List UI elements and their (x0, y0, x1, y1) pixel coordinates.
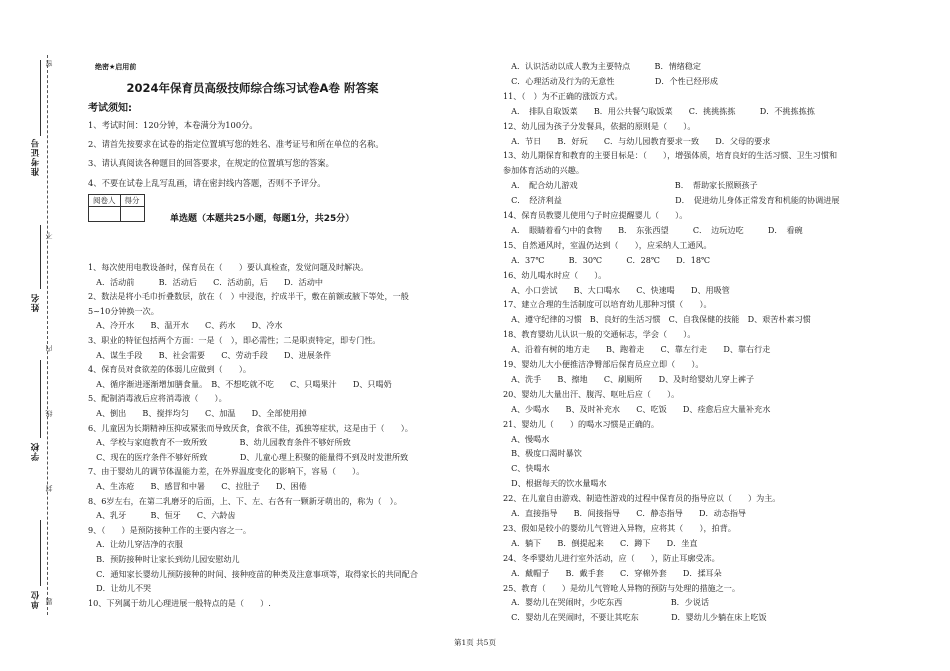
question-line: 24、冬季婴幼儿进行室外活动，应（ ），防止耳廓受冻。 (503, 552, 720, 563)
question-line: A、冷开水 B、温开水 C、药水 D、冷水 (88, 320, 283, 331)
question-line: A、循序渐进逐渐增加膳食量。 B、不想吃就不吃 C、只喝果汁 D、只喝奶 (88, 378, 392, 389)
question-line: 13、幼儿期保育和教育的主要目标是：（ ），增强体质，培育良好的生活习惯、卫生习惯和 (503, 150, 838, 161)
notice-item: 3、请认真阅读各种题目的回答要求，在规定的位置填写您的答案。 (88, 158, 334, 168)
notice-item: 2、请首先按要求在试卷的指定位置填写您的姓名、准考证号和所在单位的名称。 (88, 139, 384, 149)
question-line: A．认识活动以成人教为主要特点 B．情绪稳定 (503, 61, 701, 71)
seal-line (47, 55, 48, 615)
question-line: D、根据每天的饮水量喝水 (503, 478, 607, 489)
question-line: A． 眼睛着看勺中的食物 B． 东张西望 C． 边玩边吃 D． 看碗 (503, 224, 803, 235)
question-line: C．婴幼儿在哭闹时，不要让其吃东 D．婴幼儿少躺在床上吃饭 (503, 612, 767, 623)
question-line: A、少喝水 B、及时补充水 C、吃饭 D、痊愈后应大量补充水 (503, 403, 771, 414)
reviewer-label: 阅卷人 (89, 195, 121, 207)
question-line: 6、儿童因为长期精神压抑或紧张而导致厌食，食欲不佳，孤独等症状，这是由于（ ）。 (88, 422, 413, 433)
question-line: 20、婴幼儿大量出汗、腹泻、呕吐后应（ ）。 (503, 388, 680, 399)
margin-label-exam-number: 准考证号 (31, 138, 41, 176)
question-line: 5、配制消毒液后应将消毒液（ ）。 (88, 393, 227, 404)
question-line: A、乳牙 B、恒牙 C、六龄齿 (88, 510, 236, 521)
question-line: A、小口尝试 B、大口喝水 C、快速喝 D、用吸管 (503, 284, 730, 295)
seal-hint: 线 (45, 410, 53, 417)
seal-hint: 封 (45, 485, 53, 492)
question-line: A．让幼儿穿洁净的衣服 (88, 539, 183, 550)
seal-hint: 不 (45, 232, 53, 239)
question-line: 10、下列属于幼儿心理进展一般特点的是（ ）. (88, 597, 271, 608)
question-line: 3、职业的特征包括两个方面：一是（ ），即必需性；二是职责特定，即专门性。 (88, 335, 381, 345)
question-line: A、慢喝水 (503, 433, 550, 444)
seal-hint: 题 (45, 598, 53, 605)
reviewer-cell[interactable] (89, 207, 121, 222)
question-line: A、生冻疮 B、感冒和中暑 C、拉肚子 D、困倦 (88, 481, 307, 491)
question-line: 5~10分钟换一次。 (88, 305, 159, 316)
question-line: 9、（ ）是预防接种工作的主要内容之一。 (88, 524, 251, 535)
question-line: C．心理活动及行为的无意性 D．个性已经形成 (503, 75, 719, 86)
question-line: 22、在儿童自由游戏、制造性游戏的过程中保育员的指导应以（ ）为主。 (503, 493, 781, 504)
score-cell[interactable] (120, 207, 144, 222)
question-line: 参加体育活动的兴趣。 (503, 165, 584, 176)
question-line: A．37℃ B．30℃ C．28℃ D．18℃ (503, 254, 711, 265)
question-line: 23、假如是较小的婴幼儿气管进入异物，应将其（ ），拍背。 (503, 522, 736, 533)
question-line: A．戴帽子 B．戴手套 C．穿棉外套 D．揉耳朵 (503, 567, 722, 578)
question-line: A．活动前 B．活动后 C．活动前，后 D．活动中 (88, 276, 323, 287)
question-line: 25、教育（ ）是幼儿气管呛人异物的预防与处理的措施之一。 (503, 582, 740, 593)
exam-title: 2024年保育员高级技师综合练习试卷A卷 附答案 (126, 81, 379, 95)
notice-title: 考试须知: (88, 103, 132, 114)
question-line: 7、由于婴幼儿的调节体温能力差，在外界温度变化的影响下，容易（ ）。 (88, 466, 365, 477)
seal-hint: 密 (45, 60, 53, 67)
question-line: B、极度口渴时暴饮 (503, 448, 582, 459)
question-line: 2、数法是将小毛巾折叠数层，放在（ ）中浸泡，拧成半干，敷在前额或腋下等处，一般 (88, 291, 409, 302)
question-line: 21、婴幼儿（ ）的喝水习惯是正确的。 (503, 418, 659, 429)
seal-hint: 内 (45, 345, 53, 352)
question-line: A、学校与家庭教育不一致所致 B、幼儿园教育条件不够好所致 (88, 437, 351, 448)
question-line: C．通知家长婴幼儿预防接种的时间、接种疫苗的种类及注意事项等，取得家长的共同配合 (88, 568, 418, 579)
score-label: 得分 (120, 195, 144, 207)
notice-item: 4、不要在试卷上乱写乱画，请在密封线内答题，否则不予评分。 (88, 178, 326, 188)
fill-line-exam-number (40, 60, 41, 136)
score-box (88, 194, 145, 222)
question-line: 17、建立合理的生活制度可以培育幼儿那种习惯（ ）。 (503, 299, 712, 310)
section-title: 单选题（本题共25小题，每题1分，共25分） (170, 214, 355, 224)
question-line: A、遵守纪律的习惯 B、良好的生活习惯 C、自我保健的技能 D、艰苦朴素习惯 (503, 314, 811, 325)
notice-item: 1、考试时间：120分钟，本卷满分为100分。 (88, 120, 258, 130)
page-number: 第1页 共5页 (454, 638, 496, 647)
fill-line-school (40, 360, 41, 438)
question-line: 19、婴幼儿大小便推洁净臀部后保育员应立即（ ）。 (503, 359, 704, 369)
question-line: A．节日 B．好玩 C．与幼儿园教育要求一致 D．父母的要求 (503, 135, 771, 146)
question-line: 8、6岁左右，在第二乳磨牙的后面，上、下、左、右各有一颗新牙萌出的，称为（ ）。 (88, 495, 402, 506)
question-line: 12、幼儿园为孩子分发餐具，依据的原则是（ ）。 (503, 120, 696, 131)
question-line: D．让幼儿不哭 (88, 583, 152, 594)
question-line: A．婴幼儿在哭闹时，少吃东西 B．少说话 (503, 597, 710, 608)
question-line: C． 经济利益 D． 促进幼儿身体正常发育和机能的协调进展 (503, 195, 840, 206)
question-line: 14、保育员教婴儿使用勺子时应提醒婴儿（ ）。 (503, 210, 688, 220)
question-line: B．预防接种时让家长到幼儿园安慰幼儿 (88, 554, 240, 564)
question-line: A．直接指导 B．间接指导 C．静态指导 D．动态指导 (503, 508, 747, 518)
question-line: 15、自然通风时，室温仍达到（ ），应采纳人工通风。 (503, 239, 712, 250)
question-line: C、现在的医疗条件不够好所致 D、儿童心理上积聚的能量得不到及时发泄所致 (88, 451, 409, 462)
question-line: 4、保育员对食欲差的体弱儿应做到（ ）。 (88, 364, 251, 375)
question-line: A、谋生手段 B、社会需要 C、劳动手段 D、进展条件 (88, 349, 332, 360)
question-line: 18、教育婴幼儿认识一般的交通标志，学会（ ）。 (503, 329, 696, 340)
question-line: A．躺下 B．倒提起来 C．蹲下 D．坐直 (503, 537, 698, 548)
question-line: 11、（ ）为不正确的涨饭方式。 (503, 90, 623, 101)
fill-line-name (40, 225, 41, 289)
question-line: 1、每次使用电教设备时，保育员在（ ）要认真检查，发觉问题及时解决。 (88, 262, 369, 272)
confidential-mark: 绝密★启用前 (95, 63, 137, 71)
question-line: 16、幼儿喝水时应（ ）。 (503, 269, 607, 280)
question-line: A、倒出 B、搅拌均匀 C、加温 D、全部使用掉 (88, 408, 307, 418)
margin-label-name: 姓名 (31, 293, 41, 312)
fill-line-unit (40, 520, 41, 586)
question-line: A． 配合幼儿游戏 B． 帮助家长照顾孩子 (503, 180, 758, 191)
margin-label-school: 学校 (31, 442, 41, 461)
question-line: C、快喝水 (503, 463, 550, 474)
question-line: A、沿着有树的地方走 B、跑着走 C、靠左行走 D、靠右行走 (503, 344, 771, 355)
question-line: A． 排队自取饭菜 B．用公共餐勺取饭菜 C．挑挑拣拣 D．不挑拣拣拣 (503, 105, 815, 116)
question-line: A、洗手 B、擦地 C、刷厕所 D、及时给婴幼儿穿上裤子 (503, 373, 755, 384)
margin-label-unit: 单位 (31, 590, 41, 609)
